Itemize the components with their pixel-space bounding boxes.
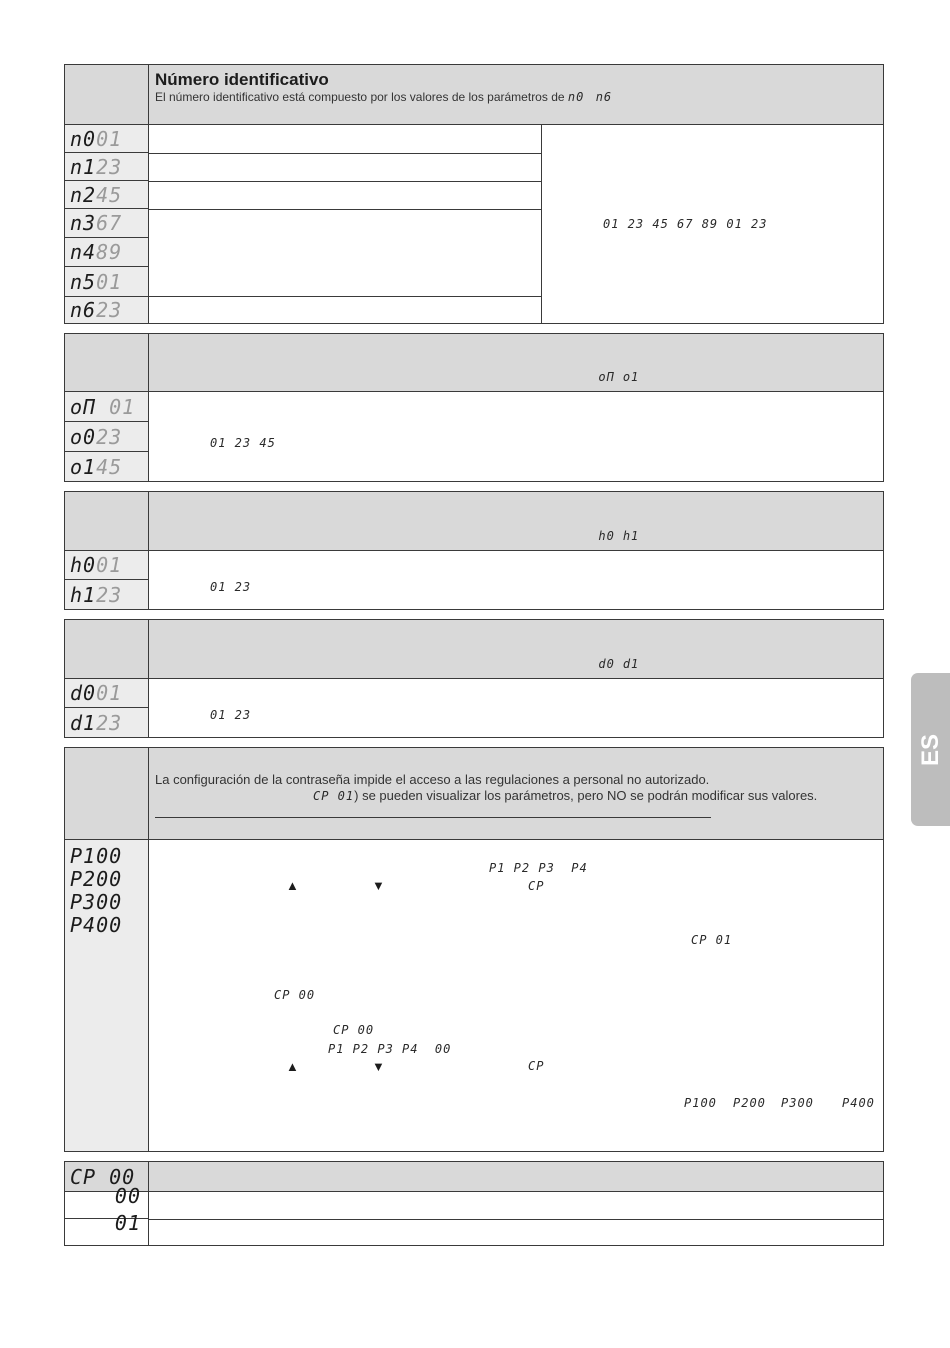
code-row-d0: d001: [65, 679, 149, 708]
arrow-down-icon: ▼: [372, 1059, 385, 1074]
code-row-n5: n501: [65, 267, 149, 297]
code-row-n2: n245: [65, 181, 149, 209]
password-line-1: La configuración de la contraseña impide el acceso a las regulaciones a personal no autorizado.: [155, 772, 710, 787]
row-divider: [149, 181, 541, 182]
instr-cp-2: CP: [528, 1059, 545, 1073]
identification-block: [64, 64, 884, 324]
code-row-o1: o145: [70, 454, 123, 479]
instr-cp: CP: [528, 879, 545, 893]
days-range: d0 d1: [598, 657, 640, 671]
instr-cp00: CP 00: [274, 988, 316, 1002]
language-tab-label: ES: [916, 733, 944, 766]
range-from: n0: [567, 90, 585, 104]
operations-example: 01 23 45: [210, 436, 276, 450]
operations-range: oΠ o1: [598, 370, 640, 384]
row-divider: [149, 153, 541, 154]
code-row-n3: n367: [65, 209, 149, 238]
code-row-n0: n001: [65, 125, 149, 153]
identification-header: [65, 65, 883, 125]
instr-final-p4: P400: [842, 1096, 875, 1110]
cp-header-code: CP 00: [70, 1165, 136, 1189]
hours-block: [64, 491, 884, 610]
row-divider: [149, 296, 541, 297]
code-row-n4: n489: [65, 238, 149, 267]
cp-row-00: 00: [65, 1192, 149, 1219]
identification-example: 01 23 45 67 89 01 23: [603, 217, 768, 231]
cp-table: [64, 1161, 884, 1246]
password-underline: [155, 817, 711, 818]
instr-final-p1: P100: [684, 1096, 717, 1110]
operations-codes: [65, 392, 149, 481]
days-block: [64, 619, 884, 738]
instr-final-p3: P300: [781, 1096, 814, 1110]
code-p2: P200: [70, 867, 123, 891]
days-example: 01 23: [210, 708, 252, 722]
middle-column-divider: [541, 125, 542, 323]
password-block: [64, 747, 884, 1152]
range-to: n6: [595, 90, 613, 104]
code-p1: P100: [70, 844, 123, 868]
code-row-om: oΠ 01: [65, 392, 149, 422]
password-line-2: CP 01) se pueden visualizar los parámetros, pero NO se podrán modificar sus valores.: [313, 788, 818, 803]
identification-description: El número identificativo está compuesto por los valores de los parámetros de n0 n6: [155, 90, 613, 104]
cp-table-header: [65, 1162, 883, 1192]
hours-range: h0 h1: [598, 529, 640, 543]
instr-final-p2: P200: [733, 1096, 766, 1110]
code-row-d1: d123: [70, 710, 123, 735]
arrow-up-icon: ▲: [286, 1059, 299, 1074]
arrow-up-icon: ▲: [286, 878, 299, 893]
identification-codes: [65, 125, 149, 323]
days-codes: [65, 679, 149, 737]
code-row-n6: n623: [70, 298, 123, 322]
cp-row-01: 01: [114, 1211, 141, 1235]
language-tab: [911, 673, 950, 826]
code-row-h0: h001: [65, 551, 149, 580]
hours-codes: [65, 551, 149, 609]
code-row-n1: n123: [65, 153, 149, 181]
code-p4: P400: [70, 913, 123, 937]
cp-table-codes: [65, 1184, 149, 1245]
days-header: [65, 620, 883, 679]
operations-header: [65, 334, 883, 392]
instr-cp01: CP 01: [691, 933, 733, 947]
cp-row-divider: [149, 1219, 883, 1220]
password-header: [65, 748, 883, 840]
password-codes: [65, 840, 149, 1151]
instr-cp00-b: CP 00: [333, 1023, 375, 1037]
identification-title: Número identificativo: [155, 70, 329, 89]
hours-header: [65, 492, 883, 551]
operations-block: [64, 333, 884, 482]
header-code-cell: [65, 65, 149, 124]
arrow-down-icon: ▼: [372, 878, 385, 893]
instr-params-00: P1 P2 P3 P4 00: [328, 1042, 452, 1056]
row-divider: [149, 209, 541, 210]
hours-example: 01 23: [210, 580, 252, 594]
instr-params: P1 P2 P3 P4: [489, 861, 588, 875]
code-row-o0: o023: [65, 422, 149, 452]
code-p3: P300: [70, 890, 123, 914]
code-row-h1: h123: [70, 582, 123, 607]
